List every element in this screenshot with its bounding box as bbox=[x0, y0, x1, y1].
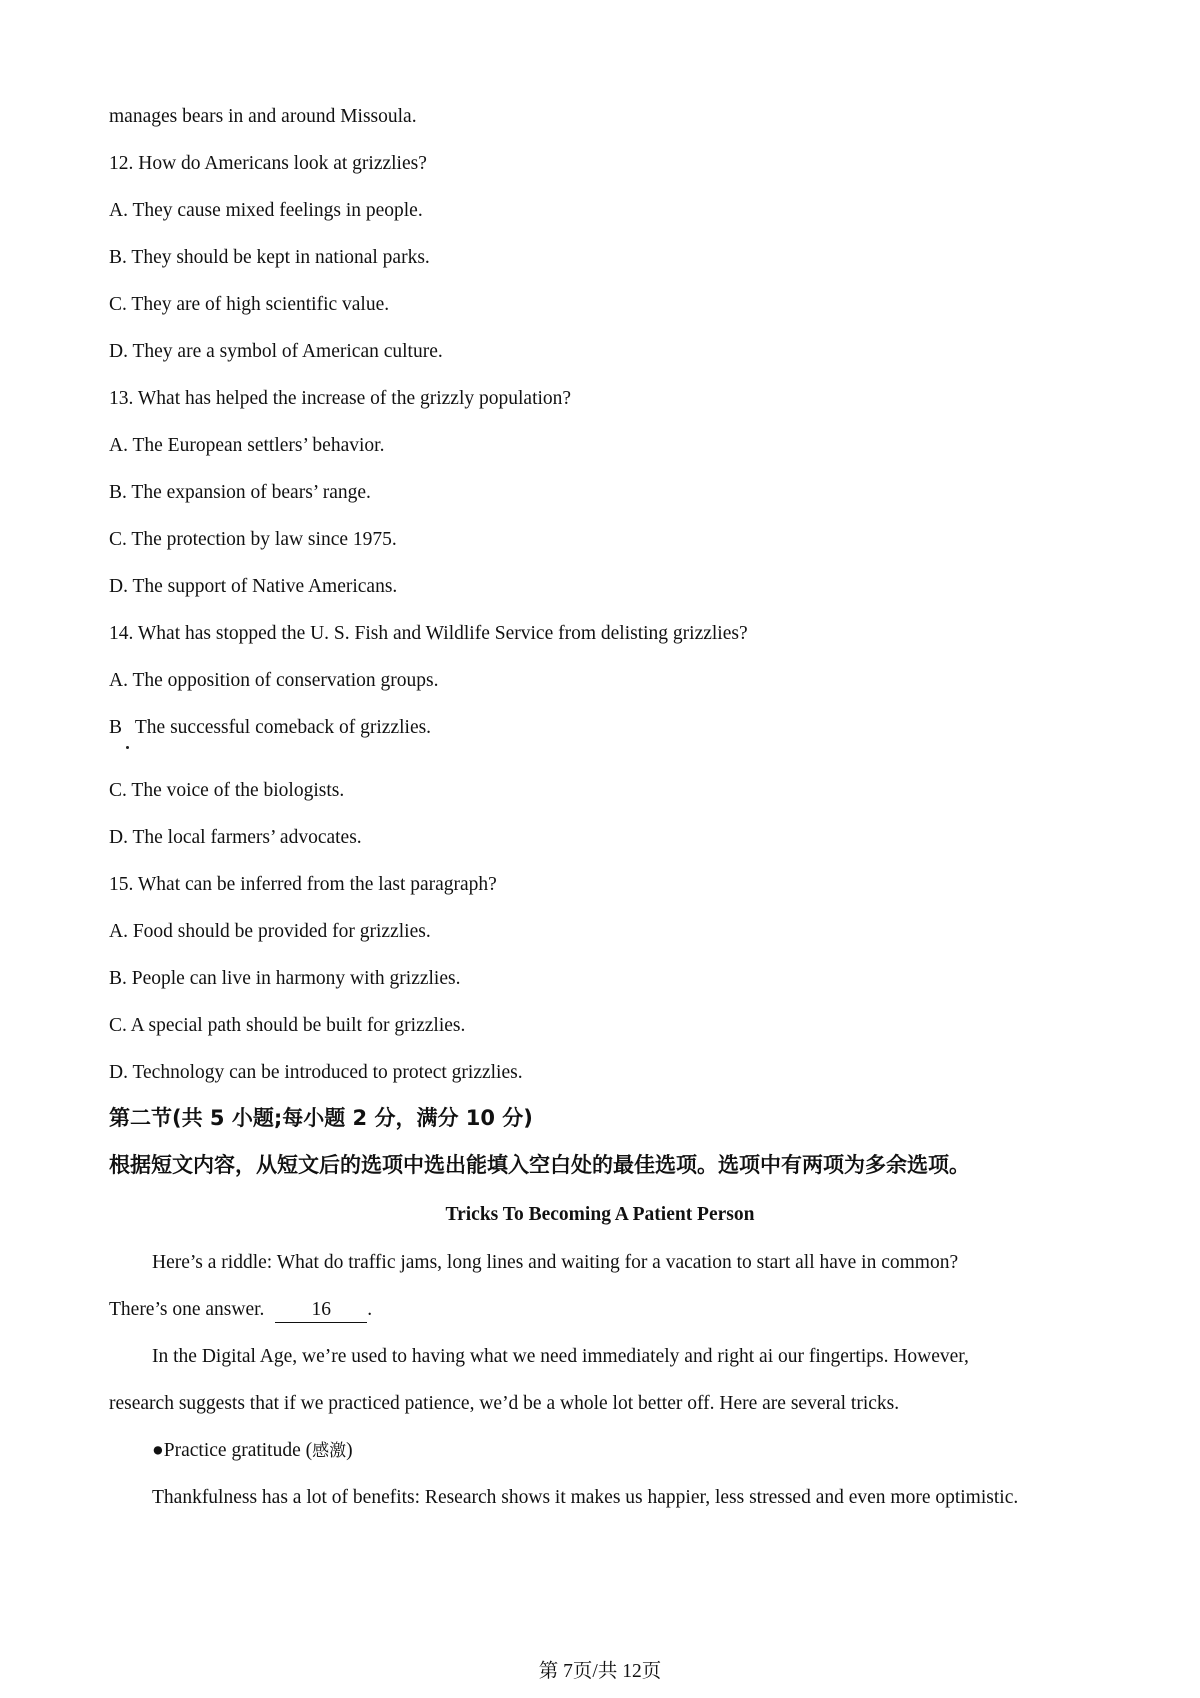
blank-16: 16 bbox=[275, 1298, 367, 1323]
bullet-heading-cjk: 感激 bbox=[312, 1441, 347, 1461]
paragraph-1-period: . bbox=[367, 1299, 373, 1320]
section-instruction: 根据短文内容，从短文后的选项中选出能填入空白处的最佳选项。选项中有两项为多余选项。 bbox=[109, 1153, 970, 1177]
question-14: 14. What has stopped the U. S. Fish and Wildlife Service from delisting grizzlies? bbox=[109, 623, 748, 644]
q12-option-a: A. They cause mixed feelings in people. bbox=[109, 200, 423, 221]
stray-dot bbox=[126, 746, 129, 749]
q14-option-b-text: The successful comeback of grizzlies. bbox=[134, 717, 432, 738]
paragraph-2-line-2: research suggests that if we practiced patience, we’d be a whole lot better off. Here are several tricks. bbox=[109, 1393, 900, 1414]
q15-option-b: B. People can live in harmony with grizzlies. bbox=[109, 968, 461, 989]
q13-option-d: D. The support of Native Americans. bbox=[109, 576, 398, 597]
paragraph-1-line-1: Here’s a riddle: What do traffic jams, long lines and waiting for a vacation to start all have in common? bbox=[152, 1252, 959, 1273]
continued-paragraph-line: manages bears in and around Missoula. bbox=[109, 106, 417, 127]
q14-option-c: C. The voice of the biologists. bbox=[109, 780, 345, 801]
q14-option-a: A. The opposition of conservation groups. bbox=[109, 670, 439, 691]
q13-option-a: A. The European settlers’ behavior. bbox=[109, 435, 385, 456]
page-number: 第 7页/共 12页 bbox=[538, 1661, 662, 1682]
q14-option-b-letter: B bbox=[109, 717, 123, 738]
question-15: 15. What can be inferred from the last paragraph? bbox=[109, 874, 497, 895]
question-13: 13. What has helped the increase of the grizzly population? bbox=[109, 388, 572, 409]
q15-option-d: D. Technology can be introduced to protect grizzlies. bbox=[109, 1062, 523, 1083]
bullet-heading-text: ●Practice gratitude ( bbox=[152, 1440, 313, 1461]
q15-option-c: C. A special path should be built for grizzlies. bbox=[109, 1015, 466, 1036]
paragraph-1-prefix: There’s one answer. bbox=[109, 1299, 265, 1320]
section-heading: 第二节(共 5 小题;每小题 2 分，满分 10 分) bbox=[109, 1106, 533, 1130]
passage-title: Tricks To Becoming A Patient Person bbox=[445, 1204, 755, 1225]
bullet-heading bbox=[152, 1439, 353, 1463]
q13-option-c: C. The protection by law since 1975. bbox=[109, 529, 397, 550]
q12-option-c: C. They are of high scientific value. bbox=[109, 294, 390, 315]
q13-option-b: B. The expansion of bears’ range. bbox=[109, 482, 371, 503]
paragraph-3: Thankfulness has a lot of benefits: Research shows it makes us happier, less stressed and even more optimistic. bbox=[152, 1487, 1019, 1508]
q12-option-d: D. They are a symbol of American culture. bbox=[109, 341, 443, 362]
question-12: 12. How do Americans look at grizzlies? bbox=[109, 153, 427, 174]
q15-option-a: A. Food should be provided for grizzlies. bbox=[109, 921, 431, 942]
q14-option-d: D. The local farmers’ advocates. bbox=[109, 827, 362, 848]
q12-option-b: B. They should be kept in national parks. bbox=[109, 247, 430, 268]
q14-option-b bbox=[109, 716, 431, 740]
paragraph-1-line-2 bbox=[109, 1298, 372, 1323]
paragraph-2-line-1: In the Digital Age, we’re used to having what we need immediately and right ai our fingertips. However, bbox=[152, 1346, 969, 1367]
bullet-heading-close: ) bbox=[346, 1440, 353, 1461]
